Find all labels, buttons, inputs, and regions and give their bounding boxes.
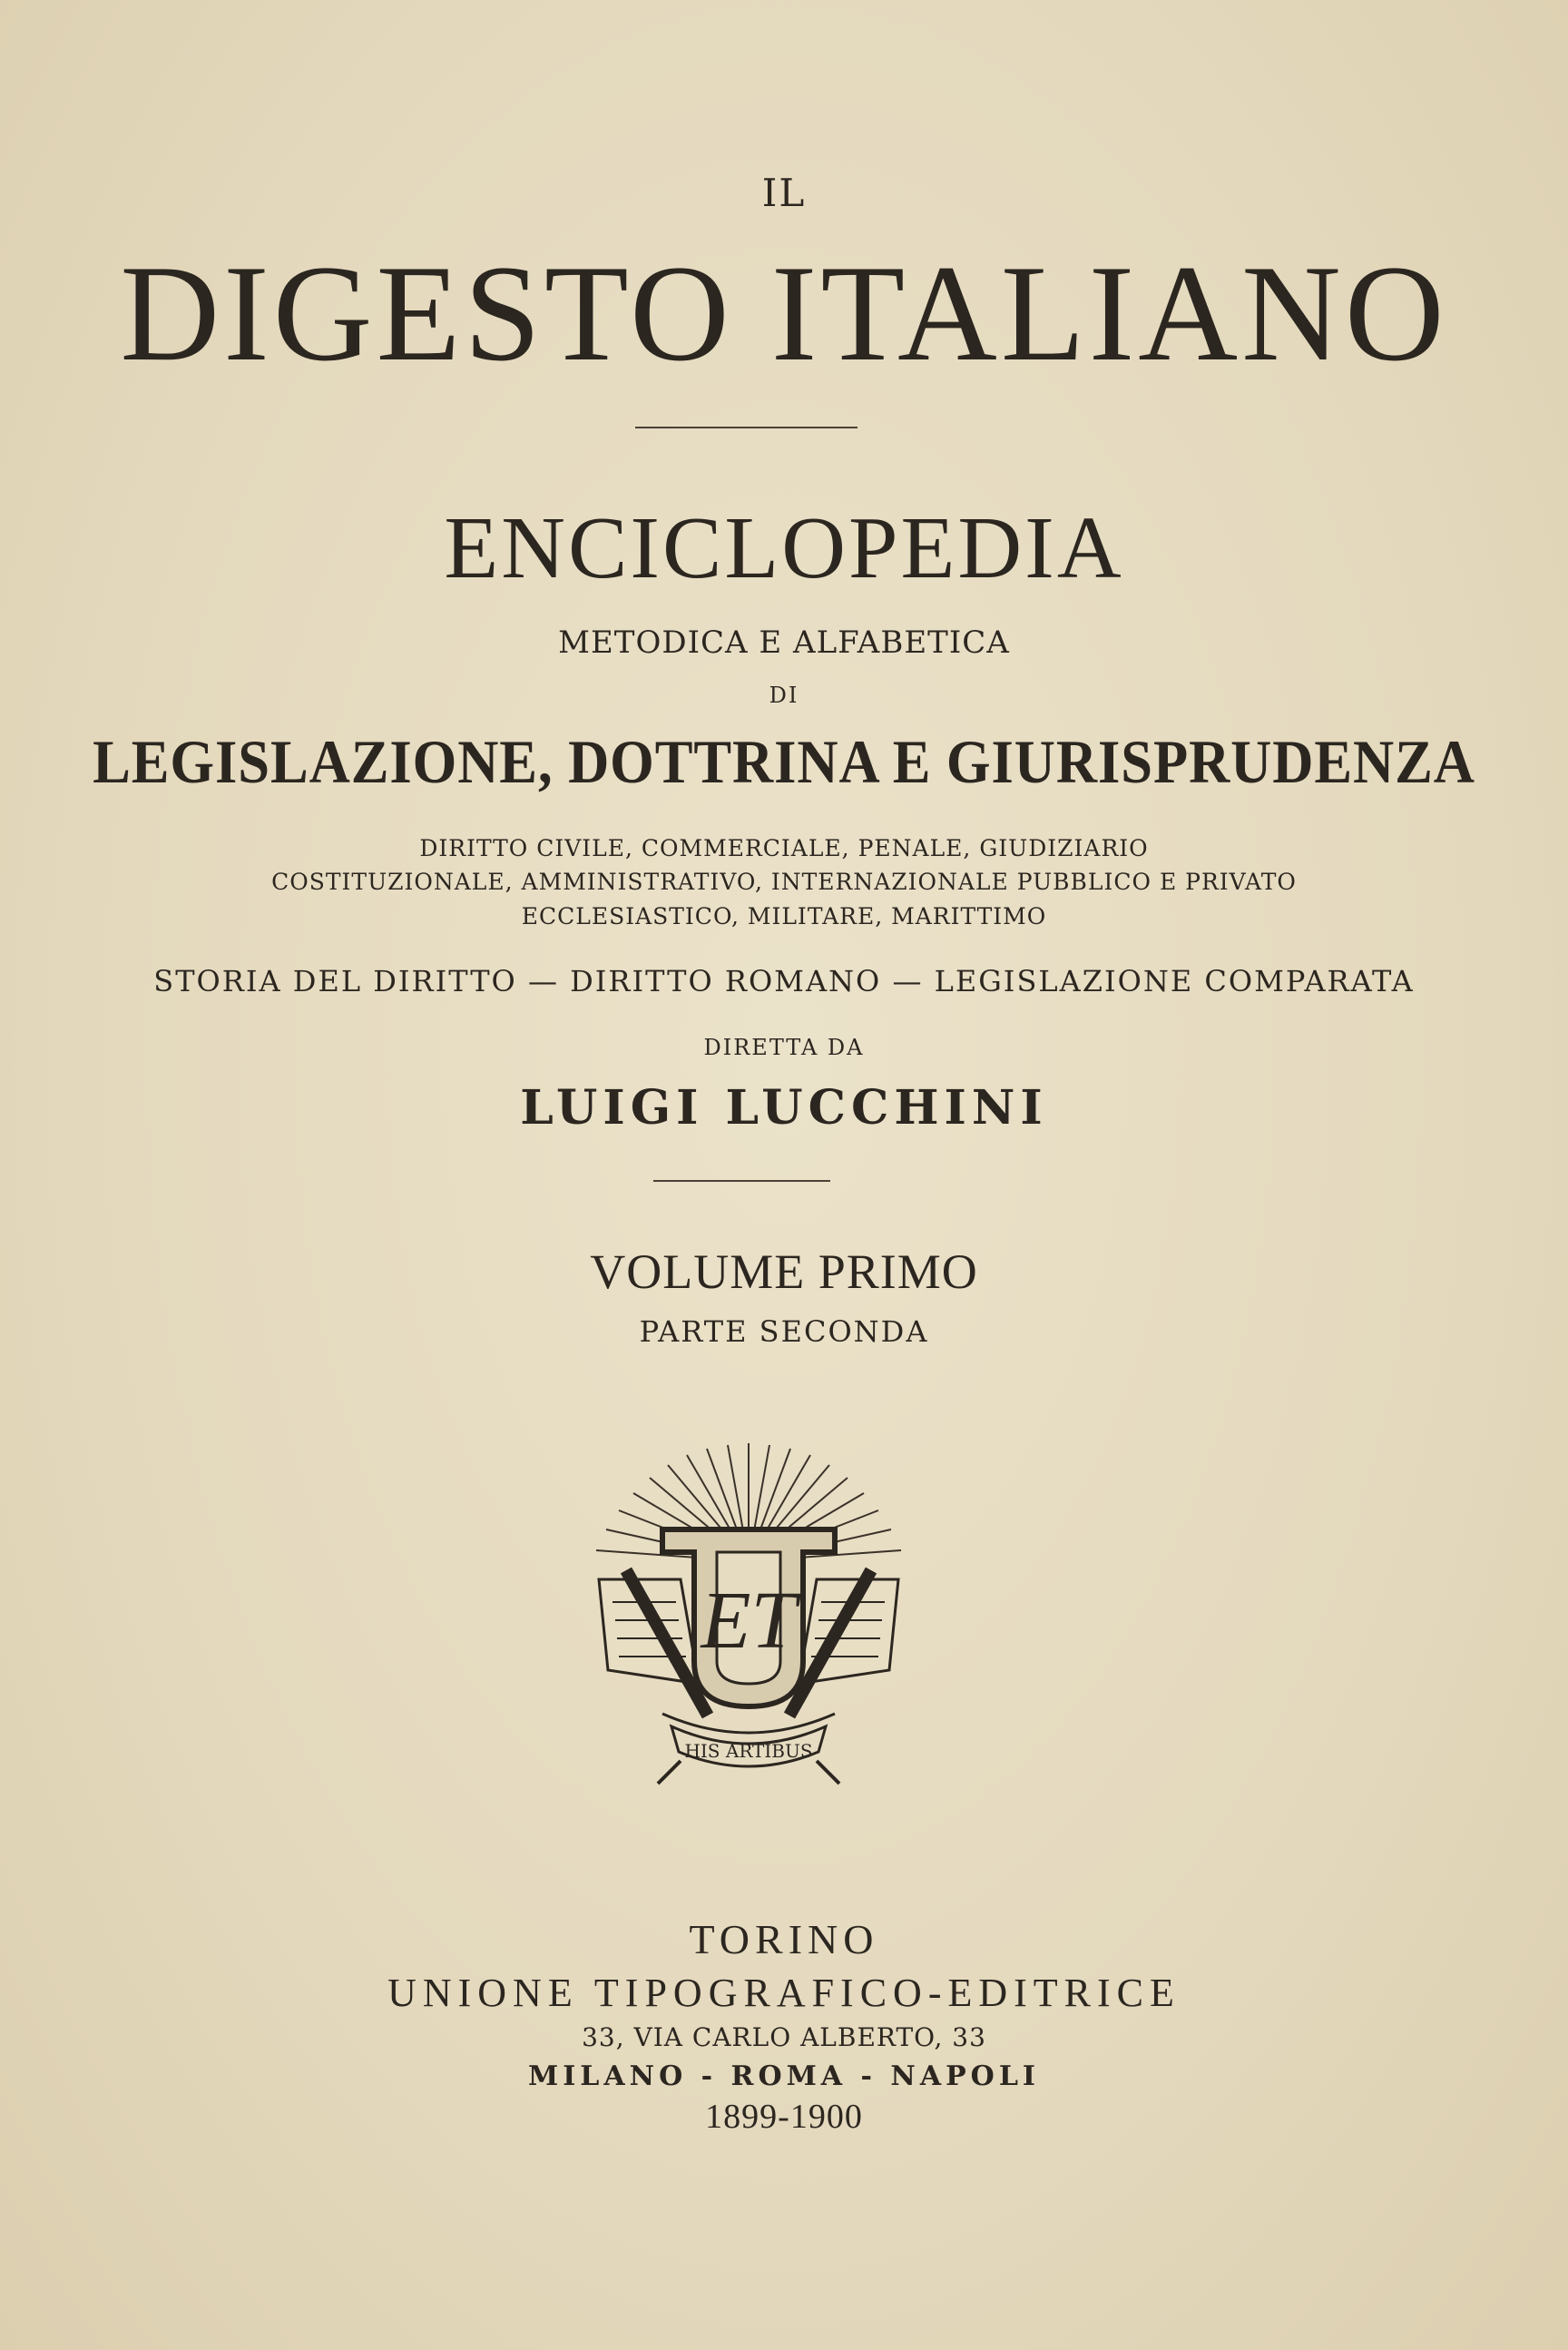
branch-line-3: ECCLESIASTICO, MILITARE, MARITTIMO: [521, 903, 1047, 929]
branch-line-1: DIRITTO CIVILE, COMMERCIALE, PENALE, GIUDIZIARIO: [419, 835, 1149, 861]
imprint-years: 1899-1900: [705, 2098, 863, 2136]
subtitle: ENCICLOPEDIA: [444, 499, 1124, 597]
imprint-publisher: UNIONE TIPOGRAFICO-EDITRICE: [387, 1971, 1181, 2015]
connector-di: DI: [769, 683, 799, 708]
divider-rule-top: [635, 427, 858, 428]
monogram-letters: ET: [701, 1576, 797, 1666]
editor-name: LUIGI LUCCHINI: [520, 1080, 1048, 1136]
imprint-branches: MILANO - ROMA - NAPOLI: [528, 2060, 1040, 2092]
directed-by-label: DIRETTA DA: [703, 1035, 865, 1060]
topic-heading: LEGISLAZIONE, DOTTRINA E GIURISPRUDENZA: [93, 727, 1475, 796]
main-title: DIGESTO ITALIANO: [120, 237, 1448, 389]
publisher-emblem-icon: [572, 1443, 926, 1788]
subtitle-qualifier: METODICA E ALFABETICA: [558, 624, 1010, 661]
wreath-branch: [662, 1714, 835, 1733]
imprint-city: TORINO: [689, 1916, 879, 1962]
title-article: IL: [761, 171, 807, 215]
part-label: PARTE SECONDA: [639, 1314, 929, 1349]
divider-rule-middle: [653, 1180, 830, 1182]
history-line: STORIA DEL DIRITTO — DIRITTO ROMANO — LEGISLAZIONE COMPARATA: [153, 964, 1415, 998]
emblem-motto: HIS ARTIBUS: [684, 1740, 813, 1762]
volume-label: VOLUME PRIMO: [590, 1244, 978, 1299]
branch-line-2: COSTITUZIONALE, AMMINISTRATIVO, INTERNAZIONALE PUBBLICO E PRIVATO: [271, 869, 1297, 895]
imprint-address: 33, VIA CARLO ALBERTO, 33: [582, 2022, 986, 2052]
